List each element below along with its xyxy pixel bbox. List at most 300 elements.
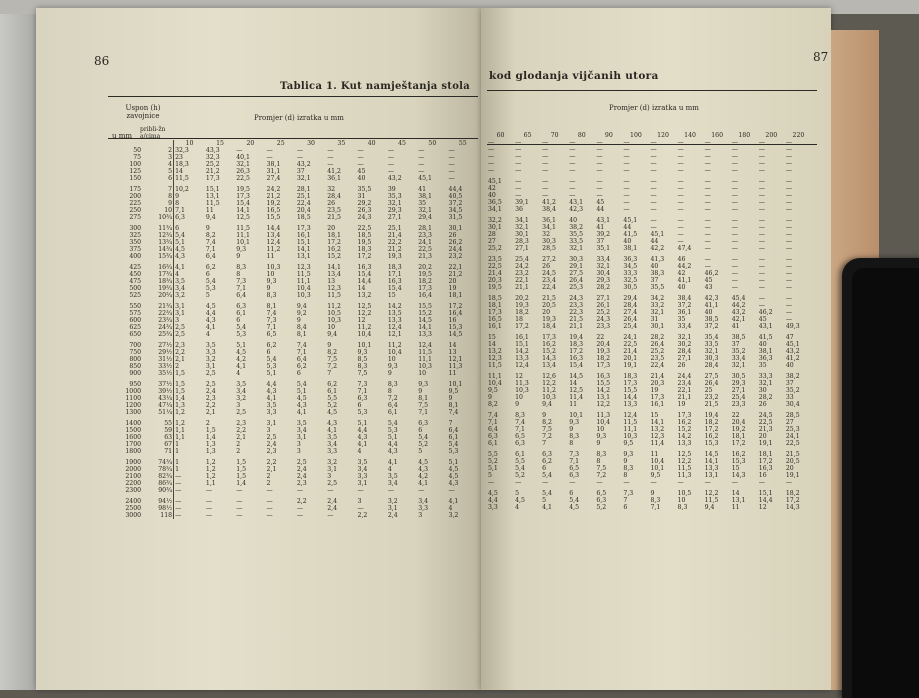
- table-cell: 12,3: [296, 264, 311, 271]
- table-cell: 12,4: [515, 362, 529, 369]
- table-cell: 4: [168, 161, 173, 168]
- table-cell: 8,1: [418, 395, 429, 402]
- table-cell: 12,2: [704, 490, 719, 497]
- table-cell: 18,2: [704, 419, 719, 426]
- table-cell: 25,2: [488, 245, 502, 252]
- table-cell: 3,3: [357, 473, 368, 480]
- table-cell: 32,1: [418, 207, 432, 214]
- table-cell: 4,1: [266, 395, 277, 402]
- table-cell: 12,3: [650, 433, 665, 440]
- table-cell: 43,2: [387, 175, 402, 182]
- table-cell: 13,5: [387, 310, 402, 317]
- table-cell: 2,4: [266, 441, 277, 448]
- table-cell: 13,4: [327, 271, 341, 278]
- table-cell: 12¾: [158, 232, 173, 239]
- table-cell: 15,4: [569, 362, 584, 369]
- table-cell: 14,2: [515, 348, 529, 355]
- table-cell: —: [758, 256, 765, 263]
- table-cell: 22,4: [650, 362, 665, 369]
- table-cell: —: [677, 139, 684, 146]
- table-cell: 30,5: [731, 373, 746, 380]
- table-cell: —: [387, 168, 395, 175]
- table-cell: 12,3: [327, 285, 341, 292]
- right-page-column-header: 160: [711, 132, 724, 139]
- table-cell: 14: [174, 168, 205, 175]
- table-cell: 8,3: [677, 504, 688, 511]
- table-cell: 17,2: [327, 239, 341, 246]
- table-cell: 8,3: [266, 292, 277, 299]
- table-cell: 18,4: [542, 323, 556, 330]
- right-page-caption: kod glodanja vijčanih utora: [489, 70, 659, 82]
- table-cell: —: [266, 154, 273, 161]
- right-page-column-header: 60: [496, 132, 505, 139]
- right-page-column-header: 90: [604, 132, 613, 139]
- table-cell: 35: [758, 362, 767, 369]
- table-cell: 11,5: [677, 465, 692, 472]
- table-cell: 4,1: [542, 504, 552, 511]
- table-cell: 12,1: [448, 356, 463, 363]
- table-cell: 40,5: [448, 193, 463, 200]
- table-cell: 27,1: [731, 387, 746, 394]
- table-cell: 33½: [158, 363, 173, 370]
- table-cell: —: [758, 185, 765, 192]
- table-cell: 38,1: [623, 245, 638, 252]
- table-cell: 45,1: [650, 231, 665, 238]
- table-cell: 13,1: [731, 497, 746, 504]
- table-cell: 14,2: [387, 303, 402, 310]
- table-cell: 13,2: [650, 426, 665, 433]
- table-cell: 5: [168, 168, 173, 175]
- table-cell: 30,1: [488, 224, 502, 231]
- table-cell: —: [785, 270, 793, 277]
- table-cell: 34,1: [488, 206, 502, 213]
- table-cell: 13,3: [387, 317, 402, 324]
- table-cell: 51¼: [158, 409, 173, 416]
- table-cell: 15,3: [448, 324, 463, 331]
- table-cell: 20: [542, 309, 551, 316]
- table-row: [487, 309, 812, 316]
- table-cell: 21,1: [515, 284, 529, 291]
- table-cell: 20,2: [515, 295, 529, 302]
- table-cell: 4: [515, 504, 520, 511]
- table-row: [487, 231, 812, 238]
- table-cell: 8,2: [205, 232, 216, 239]
- table-cell: 16,5: [266, 207, 281, 214]
- table-cell: 38,2: [785, 373, 800, 380]
- table-cell: 1900: [125, 459, 142, 466]
- table-cell: —: [569, 153, 576, 160]
- table-cell: 3: [174, 317, 205, 324]
- table-cell: 33,5: [569, 238, 584, 245]
- table-cell: 9,3: [418, 381, 429, 388]
- table-cell: 3,4: [357, 466, 368, 473]
- table-cell: 1,4: [174, 395, 205, 402]
- table-cell: —: [758, 284, 765, 291]
- table-cell: —: [236, 505, 243, 512]
- table-cell: 6,1: [387, 409, 398, 416]
- table-cell: 7,1: [205, 246, 216, 253]
- table-cell: 5,3: [205, 285, 216, 292]
- table-cell: 4: [174, 271, 205, 278]
- table-cell: 2,5: [266, 434, 277, 441]
- table-cell: 5,3: [448, 448, 459, 455]
- table-cell: —: [650, 199, 657, 206]
- table-cell: 2,5: [205, 381, 216, 388]
- table-cell: 7,5: [418, 402, 429, 409]
- table-cell: 32: [327, 186, 336, 193]
- table-cell: —: [731, 217, 738, 224]
- table-cell: 4,4: [357, 427, 368, 434]
- table-cell: —: [542, 167, 549, 174]
- table-cell: 12,5: [677, 451, 692, 458]
- table-cell: 36,1: [542, 217, 556, 224]
- table-cell: 1,2: [205, 466, 216, 473]
- table-cell: 26,4: [569, 277, 584, 284]
- table-cell: 12: [758, 504, 767, 511]
- table-cell: 38,4: [677, 295, 692, 302]
- table-row: [108, 434, 478, 441]
- table-cell: 200: [129, 193, 142, 200]
- table-cell: 36,3: [758, 355, 773, 362]
- left-page-column-header: 25: [276, 140, 285, 147]
- table-cell: 15,3: [731, 458, 746, 465]
- table-cell: —: [677, 199, 684, 206]
- table-cell: 36,5: [488, 199, 502, 206]
- left-page-lead-header: [108, 140, 142, 147]
- table-cell: 14,3: [785, 504, 800, 511]
- table-cell: 21¾: [158, 303, 173, 310]
- table-cell: 38,4: [542, 206, 556, 213]
- table-cell: 11,5: [296, 271, 311, 278]
- table-cell: 37,2: [448, 200, 463, 207]
- table-cell: 2,3: [236, 420, 247, 427]
- table-cell: 12,4: [266, 239, 281, 246]
- table-cell: 6,3: [569, 472, 580, 479]
- table-cell: 37: [731, 341, 740, 348]
- table-cell: 1000: [125, 388, 142, 395]
- table-cell: 2,5: [205, 370, 216, 377]
- table-cell: 6,2: [296, 363, 307, 370]
- table-cell: —: [327, 154, 334, 161]
- table-cell: —: [174, 505, 205, 512]
- table-cell: 46,2: [758, 309, 773, 316]
- table-cell: 3: [327, 473, 332, 480]
- table-cell: 43: [704, 284, 713, 291]
- right-page-number: 87: [813, 50, 829, 64]
- table-cell: 7,1: [266, 324, 277, 331]
- table-cell: —: [704, 256, 711, 263]
- table-cell: 16,2: [677, 419, 692, 426]
- table-cell: 5: [542, 497, 547, 504]
- table-cell: 9: [387, 370, 392, 377]
- table-row: [108, 349, 478, 356]
- table-cell: —: [650, 178, 657, 185]
- table-cell: 25: [704, 387, 713, 394]
- table-cell: 1100: [125, 395, 142, 402]
- right-caption-rule: [487, 90, 817, 91]
- table-cell: 21,2: [448, 271, 463, 278]
- table-cell: 6,5: [569, 465, 580, 472]
- table-cell: 14,5: [704, 451, 719, 458]
- table-cell: 4,1: [296, 409, 307, 416]
- table-cell: 5,1: [174, 239, 205, 246]
- table-cell: 18,1: [731, 433, 746, 440]
- table-cell: 850: [129, 363, 142, 370]
- table-cell: 3,1: [205, 363, 216, 370]
- table-cell: 1: [174, 448, 205, 459]
- table-cell: 5,4: [448, 441, 459, 448]
- table-cell: 9: [623, 458, 628, 465]
- table-cell: 9,4: [296, 303, 307, 310]
- table-cell: 11,3: [677, 472, 692, 479]
- table-cell: 22,5: [236, 175, 250, 182]
- table-cell: 6: [569, 490, 574, 497]
- table-cell: —: [785, 199, 793, 206]
- table-cell: 13,1: [704, 472, 719, 479]
- table-cell: 8,2: [488, 401, 498, 408]
- table-row: [108, 303, 478, 310]
- table-cell: 3,2: [327, 459, 338, 466]
- table-cell: 26,4: [623, 316, 638, 323]
- table-cell: 32,1: [387, 200, 402, 207]
- table-cell: 550: [129, 303, 142, 310]
- table-cell: 6,3: [418, 420, 429, 427]
- table-cell: —: [677, 206, 684, 213]
- table-cell: —: [596, 167, 603, 174]
- table-cell: 41,3: [650, 256, 665, 263]
- table-row: [108, 232, 478, 239]
- table-cell: 16,3: [758, 465, 773, 472]
- table-cell: 275: [129, 214, 142, 221]
- table-cell: 7,4: [488, 412, 498, 419]
- table-cell: —: [174, 498, 205, 505]
- table-cell: 9,3: [569, 419, 580, 426]
- table-cell: 4,3: [448, 480, 459, 487]
- table-cell: 21,2: [266, 193, 281, 200]
- table-cell: 35,3: [387, 193, 402, 200]
- table-row: [487, 458, 812, 465]
- table-cell: 7,5: [327, 356, 338, 363]
- table-cell: 15,2: [418, 310, 432, 317]
- table-cell: 33,4: [596, 256, 611, 263]
- table-cell: 10,4: [596, 419, 611, 426]
- table-cell: 3,5: [327, 434, 338, 441]
- table-cell: 8: [596, 458, 601, 465]
- table-cell: 35,4: [704, 334, 719, 341]
- table-cell: 21,2: [205, 168, 220, 175]
- table-cell: 34,5: [623, 263, 638, 270]
- table-row: [108, 193, 478, 200]
- table-cell: 1,2: [205, 459, 216, 466]
- table-cell: 4,4: [488, 497, 498, 504]
- table-cell: 11,5: [205, 200, 220, 207]
- table-cell: 47,4: [677, 245, 692, 252]
- table-cell: 47: [785, 334, 794, 341]
- table-cell: 11¾: [158, 225, 173, 232]
- left-page-column-header: 30: [307, 140, 315, 147]
- table-cell: —: [515, 185, 522, 192]
- table-cell: 19: [677, 401, 686, 408]
- table-cell: —: [731, 206, 738, 213]
- table-cell: —: [785, 206, 793, 213]
- table-cell: —: [515, 479, 522, 486]
- table-cell: 11: [448, 370, 457, 377]
- table-cell: 9,3: [596, 433, 607, 440]
- phone-device: [842, 258, 919, 698]
- table-cell: 5,4: [542, 472, 552, 479]
- table-cell: 23,5: [488, 256, 502, 263]
- table-cell: 10,1: [569, 412, 584, 419]
- table-cell: 9,4: [205, 214, 216, 221]
- right-page-column-header: 80: [577, 132, 586, 139]
- table-row: [487, 302, 812, 309]
- table-cell: 16,2: [542, 341, 556, 348]
- right-data-table: [487, 132, 812, 511]
- table-cell: 13,3: [515, 355, 529, 362]
- table-cell: 18,3: [357, 246, 372, 253]
- table-cell: —: [542, 153, 549, 160]
- table-cell: 17,3: [650, 394, 665, 401]
- table-cell: 15: [387, 292, 396, 299]
- table-cell: —: [357, 505, 364, 512]
- table-cell: 2,1: [174, 356, 205, 363]
- table-cell: 26,3: [357, 207, 372, 214]
- table-cell: 2,1: [266, 466, 277, 473]
- table-cell: 5,1: [448, 459, 459, 466]
- table-cell: —: [785, 256, 793, 263]
- table-cell: 8: [168, 193, 173, 200]
- table-cell: 5,1: [357, 420, 368, 427]
- table-cell: 5,3: [236, 331, 247, 338]
- table-cell: 6: [357, 402, 362, 409]
- table-cell: —: [704, 217, 711, 224]
- table-cell: 7,2: [596, 472, 607, 479]
- table-cell: 19,2: [266, 200, 281, 207]
- table-cell: 1,2: [174, 420, 205, 427]
- table-cell: 2,4: [327, 505, 338, 512]
- table-cell: 28,4: [704, 362, 719, 369]
- table-cell: —: [731, 167, 738, 174]
- table-cell: 16,1: [488, 323, 502, 330]
- table-cell: —: [448, 168, 455, 175]
- table-cell: 14,4: [758, 497, 773, 504]
- table-cell: —: [677, 231, 684, 238]
- table-cell: 575: [129, 310, 142, 317]
- table-cell: 4,1: [357, 441, 368, 448]
- table-cell: 6: [174, 225, 205, 232]
- table-cell: 24,2: [515, 263, 529, 270]
- table-cell: 18,2: [515, 309, 529, 316]
- table-cell: 15,2: [677, 426, 692, 433]
- table-cell: 2,2: [236, 427, 247, 434]
- table-cell: 15,5: [623, 387, 638, 394]
- table-cell: 2: [236, 448, 241, 455]
- table-cell: 25,4: [731, 394, 746, 401]
- table-cell: 30,3: [569, 256, 584, 263]
- table-cell: 900: [129, 370, 142, 377]
- table-cell: 30,1: [515, 231, 529, 238]
- table-cell: —: [785, 295, 793, 302]
- table-cell: 36,1: [327, 175, 341, 182]
- table-row: [487, 490, 812, 497]
- table-cell: 1,4: [236, 480, 247, 487]
- table-cell: 33,3: [758, 373, 773, 380]
- table-row: [487, 263, 812, 270]
- table-cell: 43¼: [158, 395, 173, 402]
- table-cell: 100: [129, 161, 142, 168]
- table-cell: 6,2: [205, 264, 216, 271]
- table-cell: 38,1: [758, 348, 773, 355]
- table-cell: 17,3: [205, 175, 220, 182]
- table-row: [487, 167, 812, 178]
- right-page-column-header: 100: [630, 132, 642, 139]
- table-cell: 4,3: [387, 448, 398, 455]
- table-cell: —: [569, 167, 576, 174]
- table-cell: 28,2: [758, 394, 773, 401]
- table-cell: 11,2: [357, 324, 372, 331]
- table-cell: 6,3: [542, 451, 552, 458]
- table-cell: 600: [129, 317, 142, 324]
- table-cell: —: [174, 480, 205, 487]
- table-cell: —: [542, 178, 549, 185]
- table-cell: 19,5: [357, 239, 372, 246]
- table-cell: 4: [236, 370, 241, 377]
- table-row: [108, 370, 478, 381]
- table-cell: —: [596, 178, 603, 185]
- table-row: [487, 504, 812, 511]
- table-row: [108, 154, 478, 161]
- table-cell: 17¾: [158, 271, 173, 278]
- table-cell: 38,1: [266, 161, 281, 168]
- table-cell: 82¾: [158, 473, 173, 480]
- table-cell: 11,1: [236, 232, 250, 239]
- table-row: [487, 277, 812, 284]
- table-cell: —: [758, 206, 765, 213]
- table-cell: 9: [296, 317, 301, 324]
- table-cell: 11,3: [448, 363, 463, 370]
- table-cell: 3: [418, 512, 423, 519]
- table-cell: 13: [327, 278, 336, 285]
- table-row: [487, 192, 812, 199]
- table-cell: 23,5: [650, 355, 665, 362]
- table-cell: 9: [448, 395, 453, 402]
- table-cell: 10: [677, 497, 686, 504]
- table-cell: —: [731, 263, 738, 270]
- table-row: [108, 186, 478, 193]
- table-cell: 38,5: [704, 316, 719, 323]
- table-cell: —: [327, 161, 334, 168]
- table-cell: 24,3: [357, 214, 372, 221]
- table-cell: —: [731, 146, 738, 153]
- table-cell: —: [704, 167, 711, 174]
- table-cell: 8,3: [236, 264, 247, 271]
- table-cell: 24,3: [596, 316, 611, 323]
- table-cell: —: [387, 154, 395, 161]
- table-cell: 28,1: [296, 186, 311, 193]
- table-cell: 7: [448, 420, 453, 427]
- table-cell: 5,4: [296, 381, 307, 388]
- table-cell: —: [704, 146, 711, 153]
- table-cell: 1200: [125, 402, 142, 409]
- table-cell: 45: [704, 277, 713, 284]
- table-cell: 9: [515, 401, 520, 408]
- table-cell: —: [731, 277, 738, 284]
- table-cell: —: [785, 263, 793, 270]
- table-cell: 26,2: [448, 239, 463, 246]
- table-cell: —: [266, 147, 273, 154]
- table-cell: 7,3: [266, 317, 277, 324]
- table-cell: 2,3: [205, 395, 216, 402]
